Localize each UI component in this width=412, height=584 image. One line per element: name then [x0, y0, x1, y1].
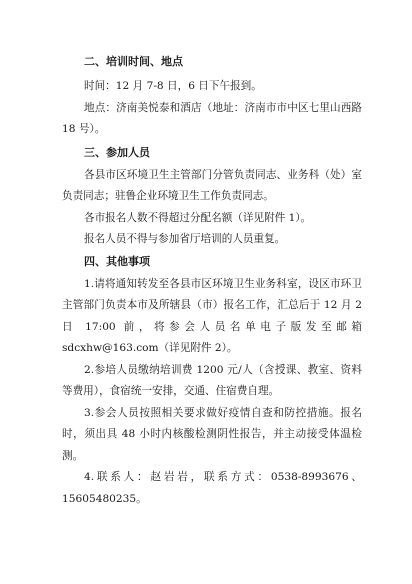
section-heading-training-time-place: 二、培训时间、地点 [84, 55, 183, 68]
paragraph-contact: 4.联系人：赵岩岩，联系方式：0538-8993676、15605480235。 [62, 471, 362, 505]
section-heading-participants: 三、参加人员 [84, 145, 150, 159]
paragraph-participants: 各县市区环境卫生主管部门分管负责同志、业务科（处）室负责同志；驻鲁企业环境卫生工作负责同志。 [62, 168, 362, 202]
paragraph-no-duplicate: 报名人员不得与参加省厅培训的人员重复。 [84, 233, 286, 245]
paragraph-location: 地点：济南美悦泰和酒店（地址：济南市市中区七里山西路 18 号）。 [62, 101, 362, 135]
paragraph-epidemic-control: 3.参会人员按照相关要求做好疫情自查和防控措施。报名时，须出具 48 小时内核酸检测阴性报告，并主动接受体温检测。 [62, 406, 362, 462]
paragraph-quota: 各市报名人数不得超过分配名额（详见附件 1）。 [84, 211, 312, 224]
paragraph-fee: 2.参培人员缴纳培训费 1200 元/人（含授课、教室、资料等费用），食宿统一安排，交通、住宿费自理。 [62, 363, 362, 397]
section-heading-other-matters: 四、其他事项 [84, 254, 150, 268]
paragraph-registration: 1.请将通知转发至各县市区环境卫生业务科室，设区市环卫主管部门负责本市及所辖县（市）报名工作，汇总后于 12 月 2 日 17:00 前，将参会人员名单电子版发至邮箱 sdcxhw@163.com（详见附件 2）。 [62, 277, 362, 354]
paragraph-time: 时间：12 月 7-8 日，6 日下午报到。 [84, 80, 262, 92]
